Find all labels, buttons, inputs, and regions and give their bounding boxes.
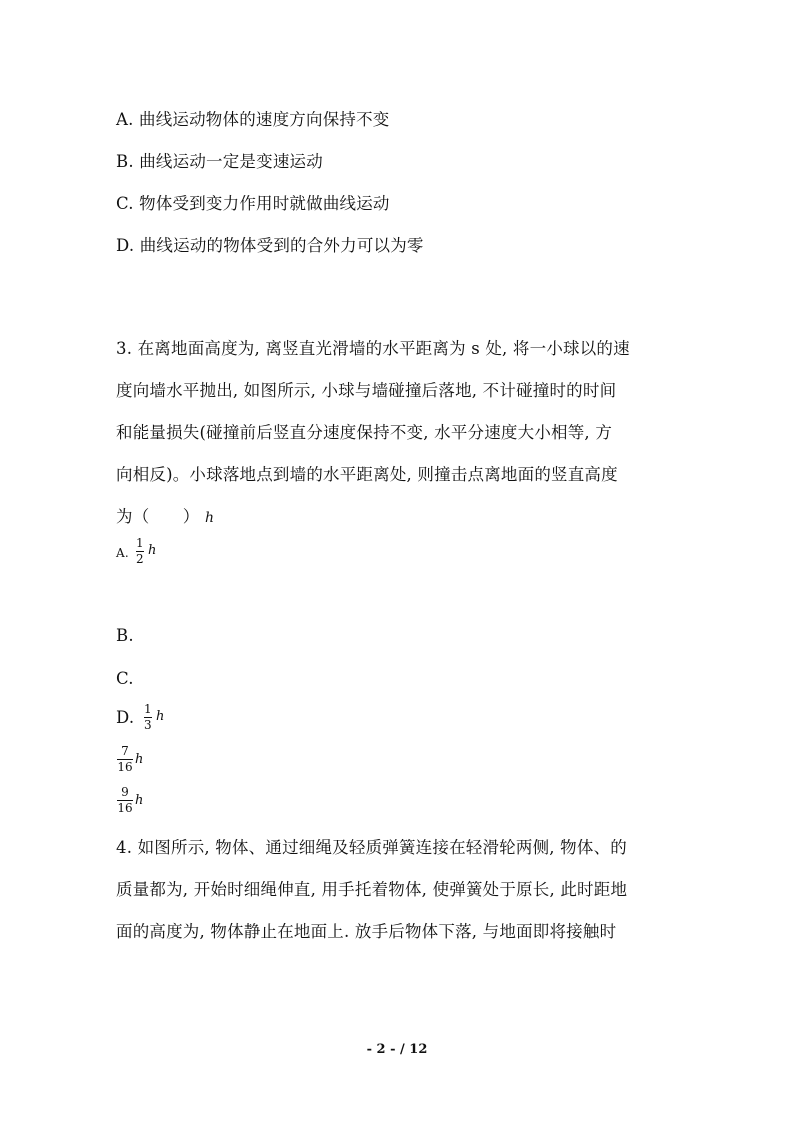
fraction-numerator: 1 xyxy=(136,536,144,550)
q4-line-1: 4. 如图所示, 物体、通过细绳及轻质弹簧连接在轻滑轮两侧, 物体、的 xyxy=(116,838,627,857)
q3-fraction-9-16-var: h xyxy=(135,793,144,808)
fraction-denominator: 16 xyxy=(117,801,133,815)
q3-line-5-prefix: 为（ ） xyxy=(116,507,200,526)
q4-line-2: 质量都为, 开始时细绳伸直, 用手托着物体, 使弹簧处于原长, 此时距地 xyxy=(116,880,628,899)
fraction-denominator: 16 xyxy=(117,760,133,774)
q3-line-3: 和能量损失(碰撞前后竖直分速度保持不变, 水平分速度大小相等, 方 xyxy=(116,423,613,442)
option-q2-c: C. 物体受到变力作用时就做曲线运动 xyxy=(116,194,390,213)
q3-fraction-7-16 xyxy=(117,745,133,774)
option-q2-d: D. 曲线运动的物体受到的合外力可以为零 xyxy=(116,236,424,255)
q3-line-2: 度向墙水平抛出, 如图所示, 小球与墙碰撞后落地, 不计碰撞时的时间 xyxy=(116,381,617,400)
option-q2-a: A. 曲线运动物体的速度方向保持不变 xyxy=(116,110,390,129)
q3-option-a-fraction xyxy=(136,537,144,566)
page-footer: - 2 - / 12 xyxy=(366,1042,428,1057)
fraction-numerator: 9 xyxy=(121,785,129,799)
q3-fraction-7-16-var: h xyxy=(135,752,144,767)
fraction-denominator: 3 xyxy=(144,718,152,732)
option-q2-b: B. 曲线运动一定是变速运动 xyxy=(116,152,323,171)
q3-option-a-var: h xyxy=(148,543,157,558)
q3-option-a-label: A. xyxy=(116,546,129,560)
q3-fraction-9-16 xyxy=(117,786,133,815)
q3-option-d-var: h xyxy=(156,709,165,724)
q3-option-c-label: C. xyxy=(116,669,134,688)
fraction-numerator: 7 xyxy=(121,744,129,758)
q3-option-b-label: B. xyxy=(116,626,134,645)
q3-option-d-fraction xyxy=(144,703,152,732)
q3-line-5-var: h xyxy=(204,510,215,526)
q3-line-4: 向相反)。小球落地点到墙的水平距离处, 则撞击点离地面的竖直高度 xyxy=(116,465,618,484)
q3-line-1: 3. 在离地面高度为, 离竖直光滑墙的水平距离为 s 处, 将一小球以的速 xyxy=(116,339,630,358)
q3-line-5 xyxy=(116,503,214,527)
q3-option-d-label: D. xyxy=(116,708,135,727)
q4-line-3: 面的高度为, 物体静止在地面上. 放手后物体下落, 与地面即将接触时 xyxy=(116,922,617,941)
fraction-numerator: 1 xyxy=(144,702,152,716)
fraction-denominator: 2 xyxy=(136,552,144,566)
